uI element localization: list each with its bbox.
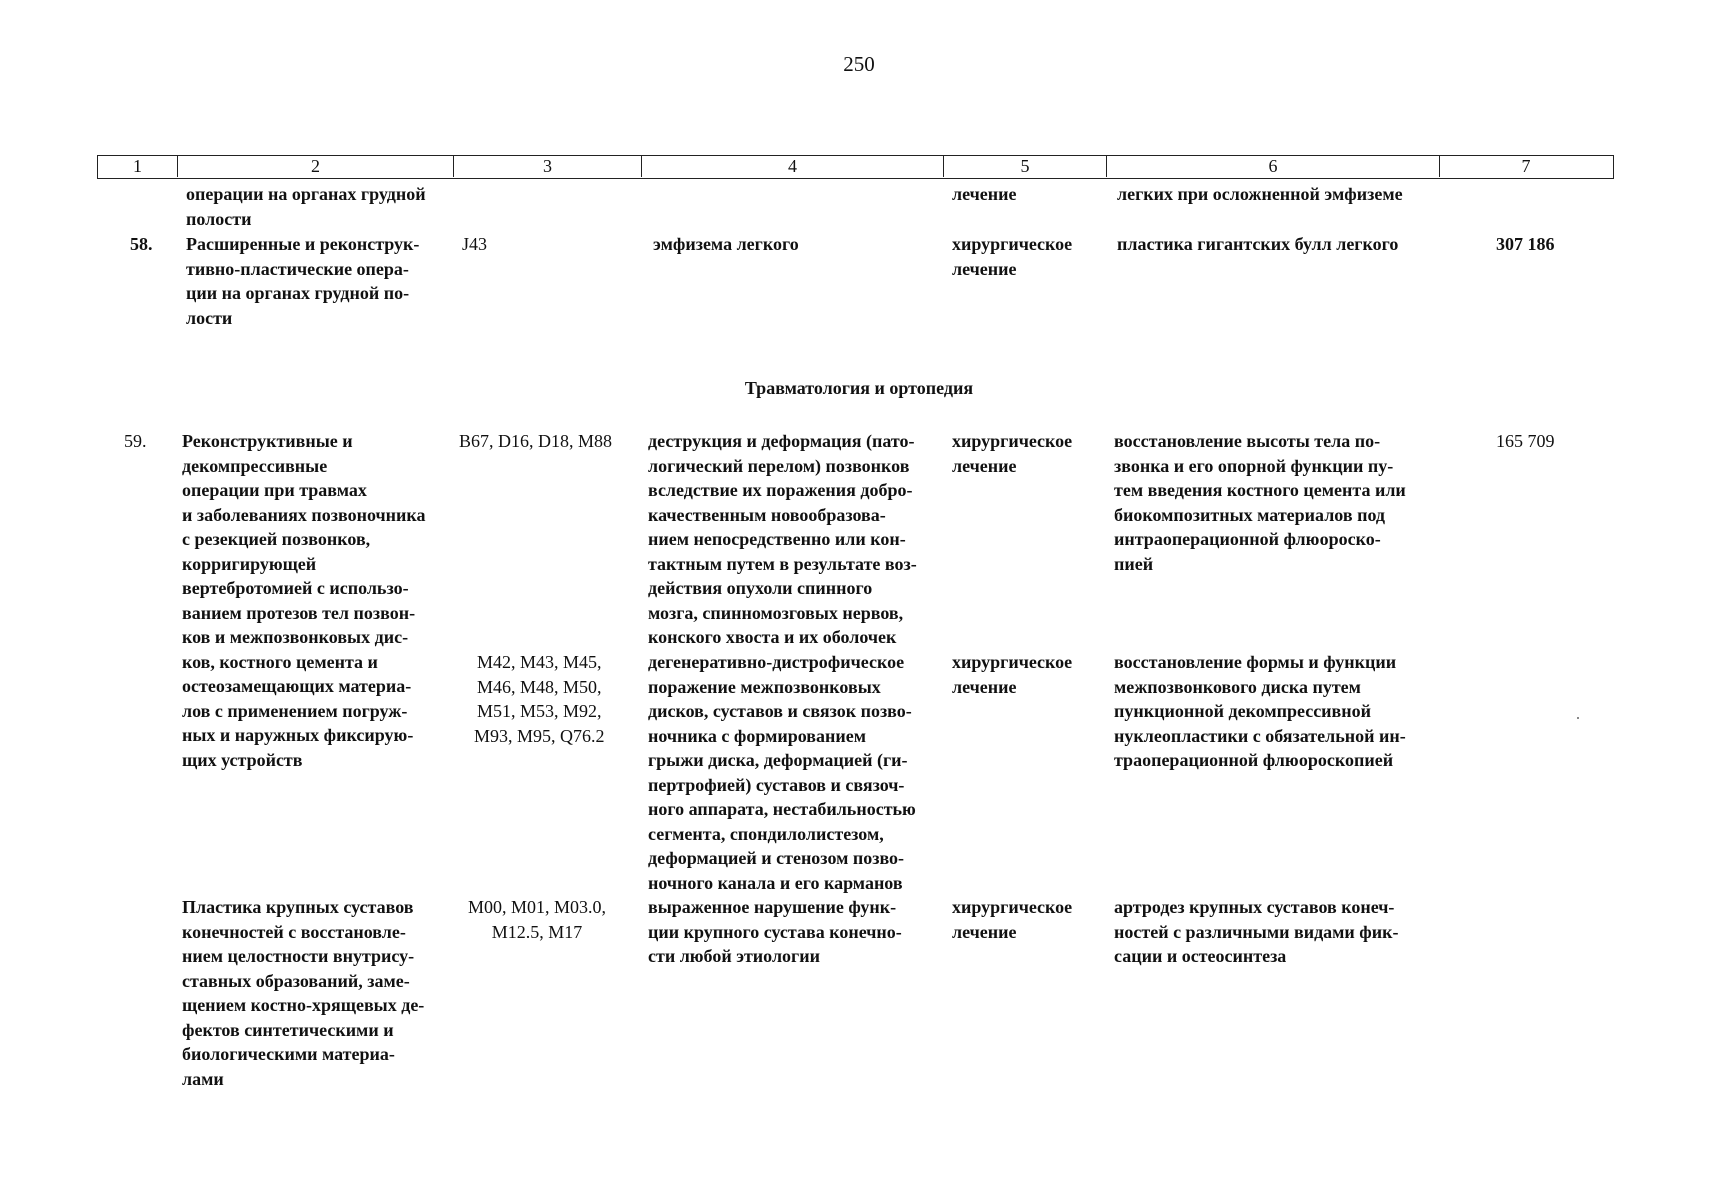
row59-sub3-method-type: хирургическое лечение (952, 897, 1073, 942)
row59-sub3-model: выраженное нарушение функ- ции крупного сустава конечно- сти любой этиологии (648, 897, 902, 966)
header-col-6: 6 (1106, 156, 1439, 177)
header-col-4: 4 (641, 156, 943, 177)
row59-sub2-codes: M42, M43, M45, M46, M48, M50, M51, M53, M92, M93, M95, Q76.2 (474, 652, 605, 746)
cont-name: операции на органах грудной полости (186, 184, 426, 229)
scan-speck (1577, 717, 1579, 719)
section-title: Травматология и ортопедия (744, 378, 974, 398)
row59-sub2-method: восстановление формы и функции межпозвонкового диска путем пункционной декомпрессивной нуклеопластики с обязательной ин- траоперационной флюороскопией (1114, 652, 1406, 770)
page-number: 250 (843, 52, 875, 76)
row58-name: Расширенные и реконструк- тивно-пластические опера- ции на органах грудной по- лости (186, 234, 420, 328)
row59-cost: 165 709 (1496, 431, 1555, 451)
row59-sub3-name: Пластика крупных суставов конечностей с восстановле- нием целостности внутрису- ставных образований, заме- щением костно-хрящевых де- фектов синтетическими и биологическими материа- лами (182, 897, 425, 1089)
row58-method: пластика гигантских булл легкого (1117, 234, 1399, 254)
cont-method-type: лечение (952, 184, 1017, 204)
row58-model: эмфизема легкого (653, 234, 799, 254)
row58-cost: 307 186 (1496, 234, 1555, 254)
row59-name: Реконструктивные и декомпрессивные операции при травмах и заболеваниях позвоночника с резекцией позвонков, корригирующей вертебротомией с использо- ванием протезов тел позвон- ков и межпозвонковых дис- ков, костного цемента и остеозамещающих материа- лов с применением погруж- ных и наружных фиксирую- щих устройств (182, 431, 426, 770)
header-col-3: 3 (453, 156, 641, 177)
header-col-7: 7 (1439, 156, 1612, 177)
row59-sub2-model: дегенеративно-дистрофическое поражение межпозвонковых дисков, суставов и связок позво- ночника с формированием грыжи диска, деформацией (ги- пертрофией) суставов и связоч- ного аппарата, нестабильностью сегмента, спондилолистезом, деформацией и стенозом позво- ночного канала и его карманов (648, 652, 916, 893)
table-header (97, 155, 1614, 179)
header-col-1: 1 (133, 156, 142, 176)
row59-sub1-model: деструкция и деформация (пато- логический перелом) позвонков вследствие их поражения добро- качественным новообразова- нием непосредственно или кон- тактным путем в результате воз- действия опухоли спинного мозга, спинномозговых нервов, конского хвоста и их оболочек (648, 431, 917, 647)
row59-sub1-method: восстановление высоты тела по- звонка и его опорной функции пу- тем введения костного цемента или биокомпозитных материалов под интраоперационной флюороско- пией (1114, 431, 1406, 574)
cont-method: легких при осложненной эмфиземе (1117, 184, 1403, 204)
row59-sub1-method-type: хирургическое лечение (952, 431, 1073, 476)
row58-codes: J43 (462, 234, 488, 254)
header-col-2: 2 (177, 156, 453, 177)
row58-number: 58. (130, 234, 153, 254)
row59-sub2-method-type: хирургическое лечение (952, 652, 1073, 697)
row59-sub3-codes: M00, M01, M03.0, M12.5, M17 (468, 897, 607, 942)
row58-method-type: хирургическое лечение (952, 234, 1073, 279)
row59-sub1-codes: B67, D16, D18, M88 (459, 431, 613, 451)
row59-sub3-method: артродез крупных суставов конеч- ностей с различными видами фик- сации и остеосинтеза (1114, 897, 1399, 966)
row59-number: 59. (124, 431, 147, 451)
header-col-5: 5 (943, 156, 1106, 177)
